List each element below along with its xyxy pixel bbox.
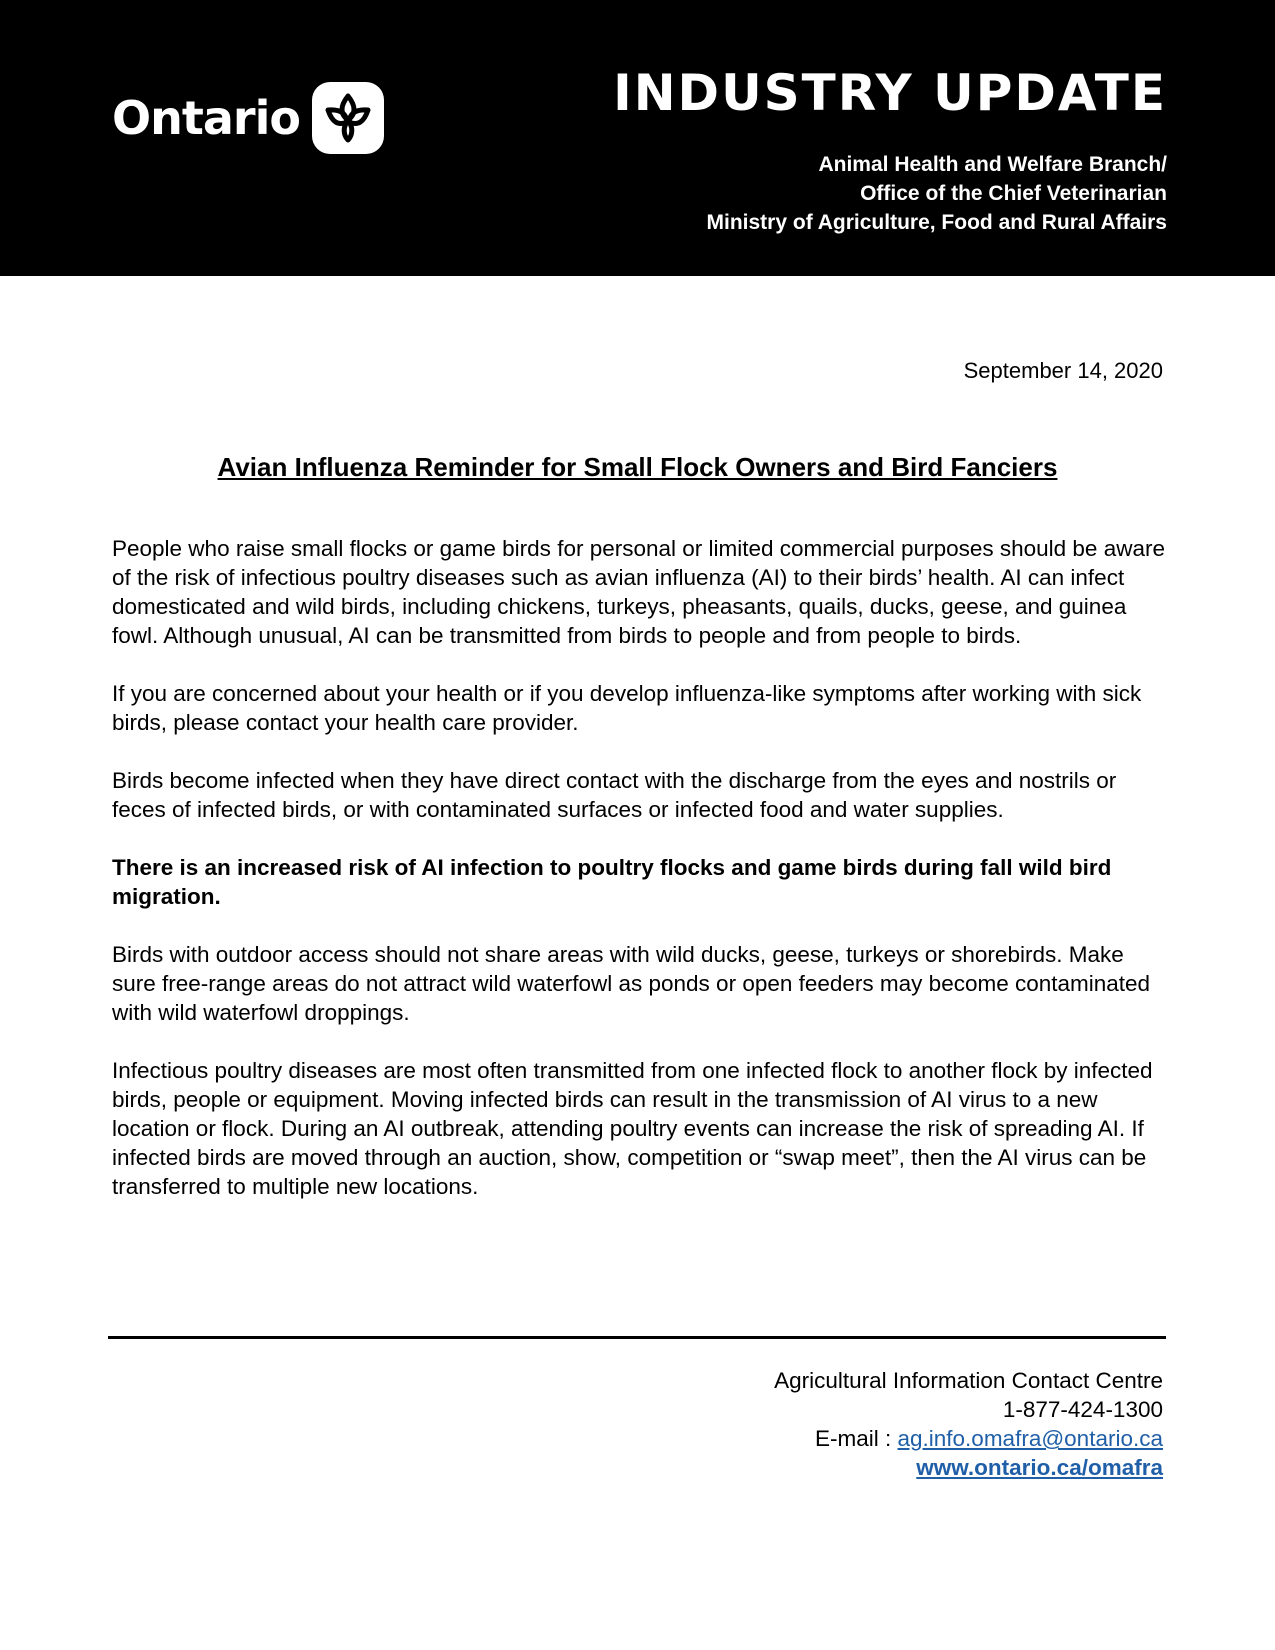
contact-centre: Agricultural Information Contact Centre	[774, 1368, 1163, 1393]
bold-paragraph: There is an increased risk of AI infection to poultry flocks and game birds during fall wild bird migration.	[112, 855, 1112, 909]
branch-line: Animal Health and Welfare Branch/	[818, 153, 1167, 176]
paragraph: Birds become infected when they have direct contact with the discharge from the eyes and nostrils or feces of infected birds, or with contaminated surfaces or infected food and water supplies.	[112, 768, 1117, 822]
email-label: E-mail :	[814, 1426, 898, 1451]
document-date: September 14, 2020	[963, 358, 1163, 383]
paragraph: If you are concerned about your health or if you develop influenza-like symptoms after working with sick birds, please contact your health care provider.	[112, 681, 1142, 735]
contact-phone: 1-877-424-1300	[1002, 1397, 1163, 1422]
website-link[interactable]: www.ontario.ca/omafra	[916, 1455, 1163, 1480]
banner-title: INDUSTRY UPDATE	[613, 64, 1167, 122]
paragraph: Birds with outdoor access should not share areas with wild ducks, geese, turkeys or shorebirds. Make sure free-range areas do not attract wild waterfowl as ponds or open feeders may become contaminated with wild waterfowl droppings.	[112, 942, 1151, 1025]
banner-subtitle	[707, 150, 1167, 237]
paragraph: People who raise small flocks or game birds for personal or limited commercial purposes should be aware of the risk of infectious poultry diseases such as avian influenza (AI) to their birds’ health. AI can infect domesticated and wild birds, including chickens, turkeys, pheasants, quails, ducks, geese, and guinea fowl. Although unusual, AI can be transmitted from birds to people and from people to birds.	[112, 536, 1165, 648]
document-title: Avian Influenza Reminder for Small Flock Owners and Bird Fanciers	[217, 452, 1058, 482]
paragraph: Infectious poultry diseases are most often transmitted from one infected flock to another flock by infected birds, people or equipment. Moving infected birds can result in the transmission of AI virus to a new location or flock. During an AI outbreak, attending poultry events can increase the risk of spreading AI. If infected birds are moved through an auction, show, competition or “swap meet”, then the AI virus can be transferred to multiple new locations.	[112, 1058, 1153, 1199]
contact-website-line	[774, 1453, 1163, 1482]
ontario-logo	[112, 82, 384, 154]
header-banner	[0, 0, 1275, 276]
office-line: Office of the Chief Veterinarian	[860, 182, 1167, 205]
email-link[interactable]: ag.info.omafra@ontario.ca	[897, 1426, 1163, 1451]
logo-text: Ontario	[112, 91, 300, 145]
contact-email-line	[774, 1424, 1163, 1453]
document-body	[112, 534, 1172, 1230]
contact-block	[774, 1366, 1163, 1482]
footer-divider	[108, 1336, 1166, 1339]
trillium-icon	[312, 82, 384, 154]
ministry-line: Ministry of Agriculture, Food and Rural Affairs	[706, 211, 1167, 234]
